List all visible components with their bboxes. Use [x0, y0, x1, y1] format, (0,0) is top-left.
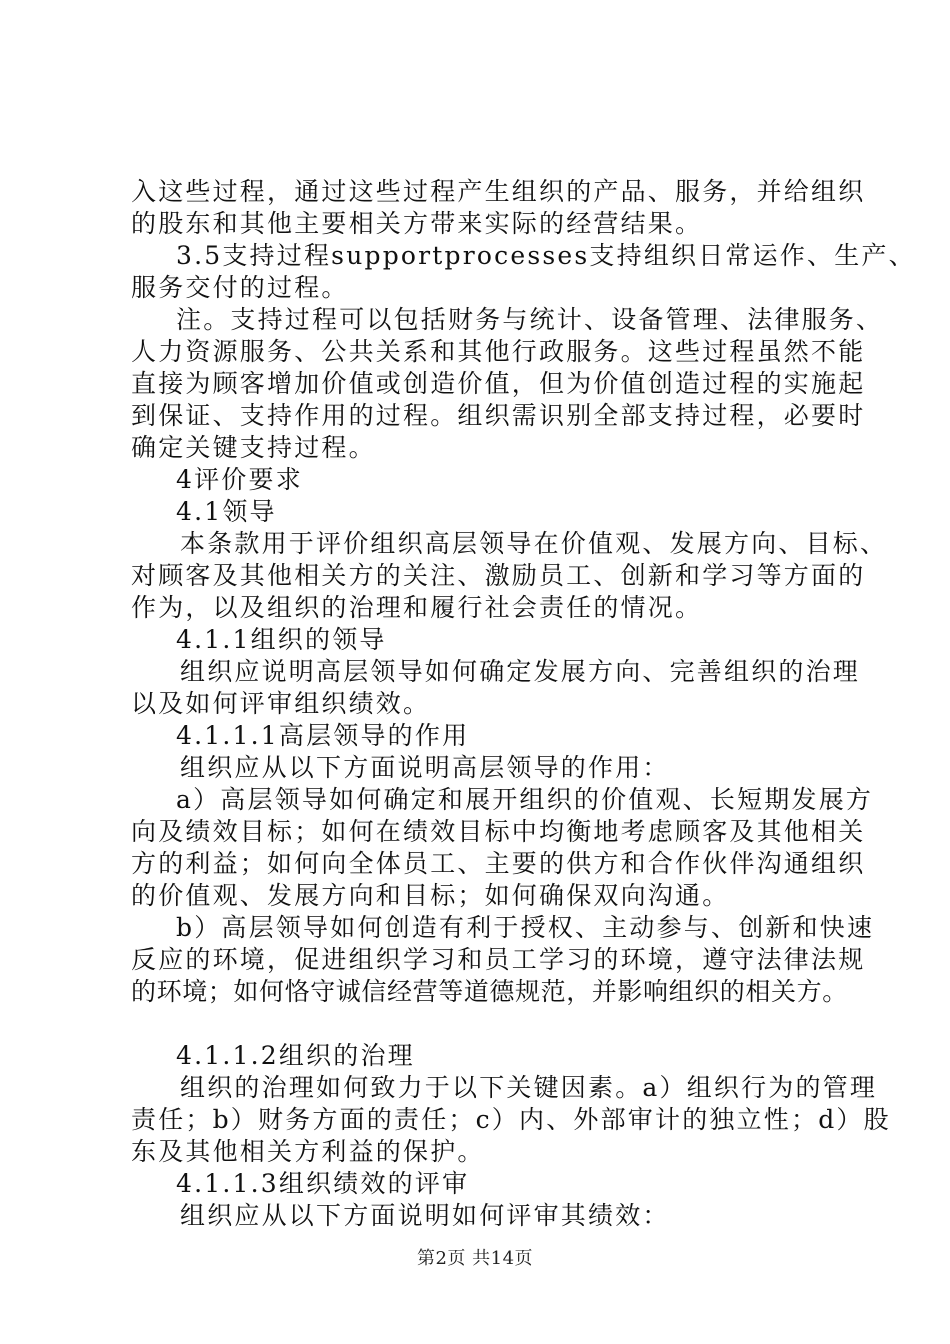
body-text-line: 人力资源服务、公共关系和其他行政服务。这些过程虽然不能 — [131, 337, 866, 366]
body-text-line: 直接为顾客增加价值或创造价值，但为价值创造过程的实施起 — [131, 369, 866, 398]
body-text-line: 组织应从以下方面说明如何评审其绩效： — [180, 1201, 670, 1230]
list-item-a: a）高层领导如何确定和展开组织的价值观、长短期发展方 — [176, 785, 874, 814]
body-text-line: 作为，以及组织的治理和履行社会责任的情况。 — [131, 593, 703, 622]
section-heading-4-1-1: 4.1.1组织的领导 — [176, 625, 387, 654]
body-text-line: 组织应从以下方面说明高层领导的作用： — [180, 753, 670, 782]
body-text-line: 的环境；如何恪守诚信经营等道德规范，并影响组织的相关方。 — [131, 977, 848, 1006]
body-text-line: 确定关键支持过程。 — [131, 433, 376, 462]
section-heading-3-5: 3.5支持过程supportprocesses支持组织日常运作、生产、 — [176, 241, 916, 270]
note-text-line: 注。支持过程可以包括财务与统计、设备管理、法律服务、 — [176, 305, 884, 334]
body-text-line: 服务交付的过程。 — [131, 273, 349, 302]
body-text-line: 到保证、支持作用的过程。组织需识别全部支持过程，必要时 — [131, 401, 866, 430]
body-text-line: 责任；b）财务方面的责任；c）内、外部审计的独立性；d）股 — [131, 1105, 891, 1134]
section-heading-4-1: 4.1领导 — [176, 497, 277, 526]
section-heading-4-1-1-3: 4.1.1.3组织绩效的评审 — [176, 1169, 470, 1198]
section-heading-4: 4评价要求 — [176, 465, 303, 494]
body-text-line: 组织应说明高层领导如何确定发展方向、完善组织的治理 — [180, 657, 861, 686]
section-heading-4-1-1-2: 4.1.1.2组织的治理 — [176, 1041, 415, 1070]
body-text-line: 的股东和其他主要相关方带来实际的经营结果。 — [131, 209, 703, 238]
body-text-line: 本条款用于评价组织高层领导在价值观、发展方向、目标、 — [180, 529, 888, 558]
body-text-line: 东及其他相关方利益的保护。 — [131, 1137, 485, 1166]
body-text-line: 入这些过程，通过这些过程产生组织的产品、服务，并给组织 — [131, 177, 866, 206]
body-text-line: 向及绩效目标；如何在绩效目标中均衡地考虑顾客及其他相关 — [131, 817, 866, 846]
list-item-b: b）高层领导如何创造有利于授权、主动参与、创新和快速 — [176, 913, 875, 942]
body-text-line: 反应的环境，促进组织学习和员工学习的环境，遵守法律法规 — [131, 945, 866, 974]
body-text-line: 的价值观、发展方向和目标；如何确保双向沟通。 — [131, 881, 730, 910]
body-text-line: 方的利益；如何向全体员工、主要的供方和合作伙伴沟通组织 — [131, 849, 866, 878]
body-text-line: 以及如何评审组织绩效。 — [131, 689, 431, 718]
section-heading-4-1-1-1: 4.1.1.1高层领导的作用 — [176, 721, 470, 750]
body-text-line: 对顾客及其他相关方的关注、激励员工、创新和学习等方面的 — [131, 561, 866, 590]
body-text-line: 组织的治理如何致力于以下关键因素。a）组织行为的管理 — [180, 1073, 878, 1102]
page-number-footer: 第2页 共14页 — [416, 1248, 534, 1269]
